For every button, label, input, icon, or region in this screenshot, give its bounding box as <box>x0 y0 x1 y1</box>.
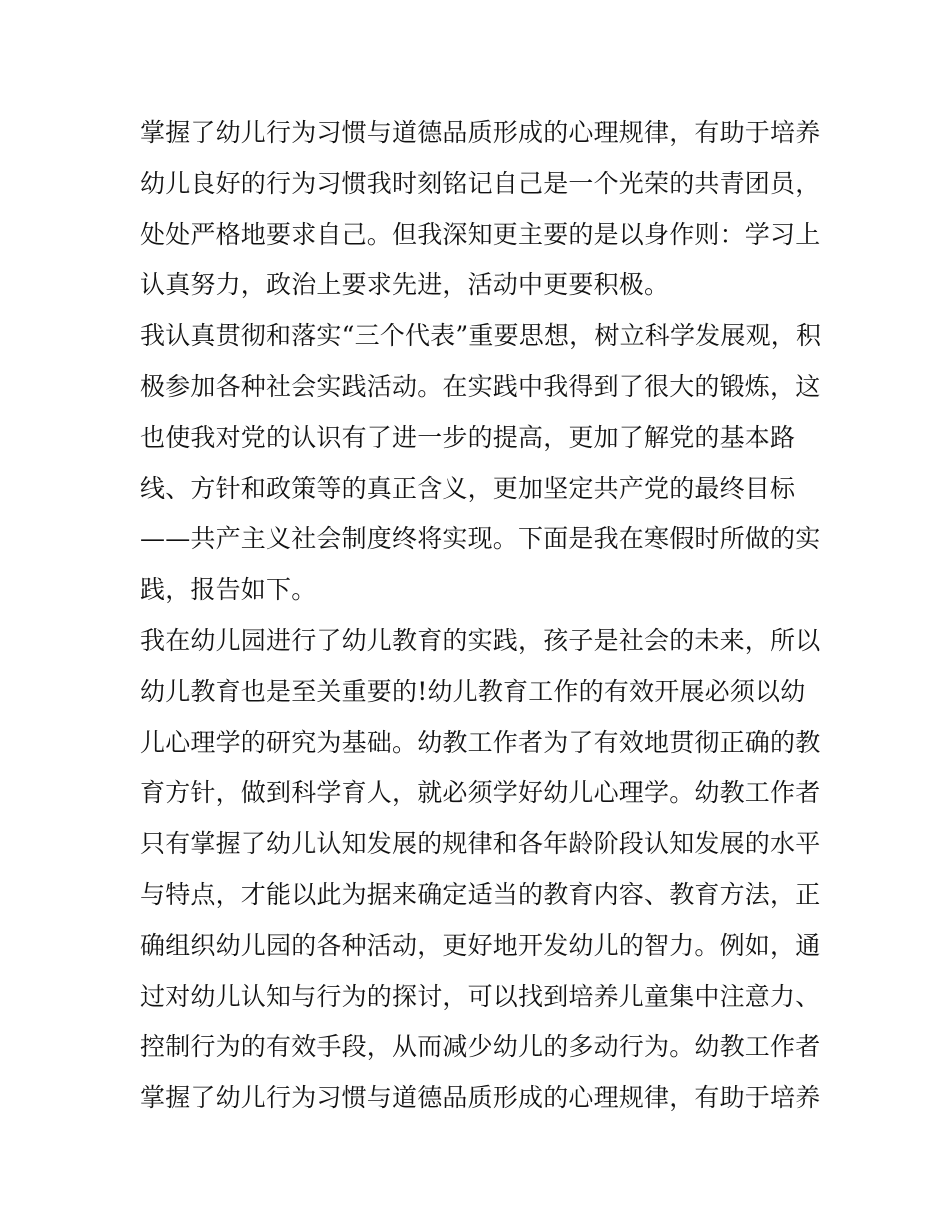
text-line: ——共产主义社会制度终将实现。下面是我在寒假时所做的实 <box>140 524 821 554</box>
text-line: 与特点，才能以此为据来确定适当的教育内容、教育方法，正 <box>140 879 821 909</box>
text-line: 只有掌握了幼儿认知发展的规律和各年龄阶段认知发展的水平 <box>140 829 821 859</box>
body-text <box>140 108 820 1124</box>
text-line: 过对幼儿认知与行为的探讨，可以找到培养儿童集中注意力、 <box>140 981 821 1011</box>
text-line: 也使我对党的认识有了进一步的提高，更加了解党的基本路 <box>140 422 796 452</box>
text-line: 控制行为的有效手段，从而减少幼儿的多动行为。幼教工作者 <box>140 1032 821 1062</box>
text-line: 极参加各种社会实践活动。在实践中我得到了很大的锻炼，这 <box>140 371 821 401</box>
text-line: 育方针，做到科学育人，就必须学好幼儿心理学。幼教工作者 <box>140 778 821 808</box>
text-line: 幼儿教育也是至关重要的!幼儿教育工作的有效开展必须以幼 <box>140 676 806 706</box>
text-line: 践，报告如下。 <box>140 575 317 605</box>
text-line: 掌握了幼儿行为习惯与道德品质形成的心理规律，有助于培养 <box>140 1083 821 1113</box>
text-line: 线、方针和政策等的真正含义，更加坚定共产党的最终目标 <box>140 473 796 503</box>
text-line: 确组织幼儿园的各种活动，更好地开发幼儿的智力。例如，通 <box>140 930 821 960</box>
text-line: 我认真贯彻和落实“三个代表”重要思想，树立科学发展观，积 <box>140 321 822 351</box>
text-line: 掌握了幼儿行为习惯与道德品质形成的心理规律，有助于培养 <box>140 118 821 147</box>
text-line: 认真努力，政治上要求先进，活动中更要积极。 <box>140 270 670 300</box>
text-line: 幼儿良好的行为习惯我时刻铭记自己是一个光荣的共青团员， <box>140 168 821 198</box>
text-line: 我在幼儿园进行了幼儿教育的实践，孩子是社会的未来，所以 <box>140 625 821 655</box>
text-line: 处处严格地要求自己。但我深知更主要的是以身作则：学习上 <box>140 219 821 249</box>
text-line: 儿心理学的研究为基础。幼教工作者为了有效地贯彻正确的教 <box>140 727 821 757</box>
